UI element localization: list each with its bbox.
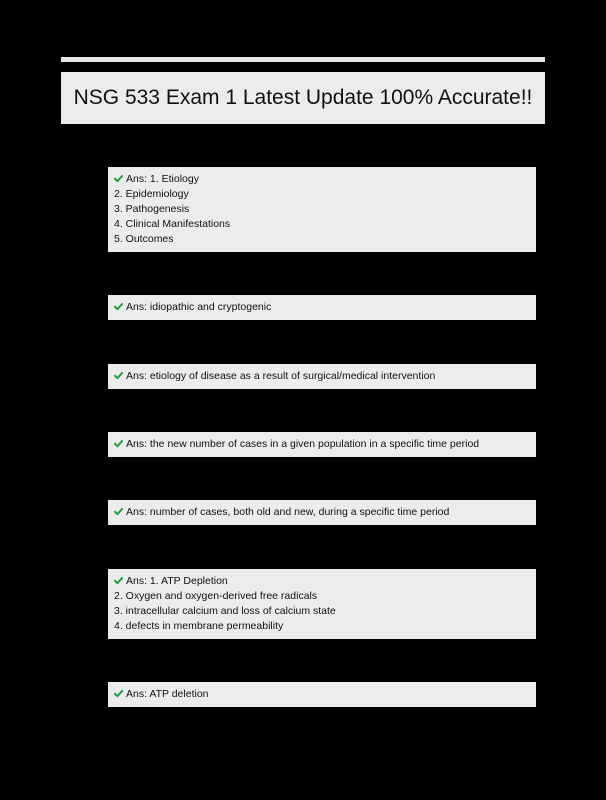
check-icon: [114, 302, 123, 311]
check-icon: [114, 689, 123, 698]
answer-line: 3. intracellular calcium and loss of calcium state: [114, 605, 336, 617]
check-icon: [114, 507, 123, 516]
answer-text: Ans: idiopathic and cryptogenic: [126, 301, 272, 313]
answer-line: 5. Outcomes: [114, 233, 174, 245]
answer-card: [108, 682, 536, 707]
check-icon: [114, 174, 123, 183]
answer-line: [114, 437, 530, 452]
page-title: NSG 533 Exam 1 Latest Update 100% Accurate!!: [73, 86, 533, 109]
answer-line: [114, 687, 530, 702]
answer-text: Ans: 1. Etiology: [126, 173, 199, 185]
answer-line: 3. Pathogenesis: [114, 203, 190, 215]
answer-card: [108, 569, 536, 639]
check-icon: [114, 439, 123, 448]
answer-line: 4. defects in membrane permeability: [114, 620, 284, 632]
answer-card: [108, 167, 536, 252]
answer-line: 2. Oxygen and oxygen-derived free radicals: [114, 590, 318, 602]
answer-text: Ans: number of cases, both old and new, during a specific time period: [126, 506, 450, 518]
answer-text: Ans: ATP deletion: [126, 688, 209, 700]
answer-text: Ans: etiology of disease as a result of surgical/medical intervention: [126, 370, 436, 382]
answer-card: [108, 364, 536, 389]
answer-text: Ans: the new number of cases in a given population in a specific time period: [126, 438, 480, 450]
answer-line: [114, 505, 530, 520]
check-icon: [114, 576, 123, 585]
answer-line: [114, 172, 530, 187]
answer-line: 4. Clinical Manifestations: [114, 218, 231, 230]
answer-line: 2. Epidemiology: [114, 188, 189, 200]
answer-line: [114, 574, 530, 589]
top-divider: [61, 57, 545, 62]
answer-line: [114, 300, 530, 315]
answer-card: [108, 500, 536, 525]
answer-line: [114, 369, 530, 384]
answer-text: Ans: 1. ATP Depletion: [126, 575, 228, 587]
answer-card: [108, 295, 536, 320]
check-icon: [114, 371, 123, 380]
title-banner: [61, 72, 545, 124]
answer-card: [108, 432, 536, 457]
